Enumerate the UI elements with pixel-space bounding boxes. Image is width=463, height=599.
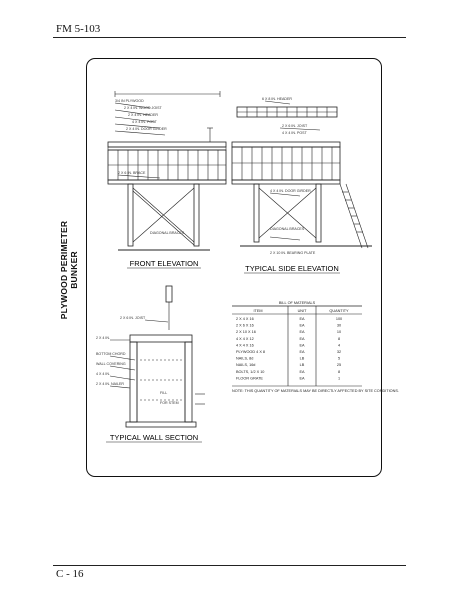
front-label-diagonal-braces: DIAGONAL BRACES	[150, 231, 185, 235]
footer-rule	[53, 565, 406, 566]
wall-label-fill: FILL	[160, 391, 168, 395]
bom-cell: 4 X 4 X 12	[236, 336, 254, 341]
side-label-header: 6 X 8 IN. HEADER	[262, 97, 292, 101]
bom-col-item: ITEM	[253, 309, 263, 313]
side-label-joist: 2 X 6 IN. JOIST	[282, 124, 308, 128]
bom-cell: EA	[299, 330, 305, 335]
bom-cell: EA	[299, 369, 305, 374]
bom-cell: 5	[337, 356, 341, 361]
bom-cell: PLYWOOD 4 X 8	[236, 350, 266, 354]
bom-cell: NAILS, 8d	[236, 356, 254, 361]
bom-note: NOTE: THIS QUANTITY OF MATERIALS MAY BE DIRECTLY AFFECTED BY SITE CONDITIONS.	[232, 389, 399, 393]
front-label-header: 2 X 4 IN. HEADER	[128, 113, 158, 117]
bom-cell: FLOOR GRATE	[236, 376, 263, 381]
side-elevation-caption: TYPICAL SIDE ELEVATION	[245, 264, 339, 273]
bom-title: BILL OF MATERIALS	[278, 301, 316, 305]
bom-cell: 2 X 10 X 16	[236, 330, 256, 335]
bom-cell: EA	[299, 323, 305, 328]
front-label-post: 4 X 4 IN. POST	[132, 120, 157, 124]
wall-label-stem: FOR STEM	[160, 401, 179, 405]
bom-cell: 4 X 4 X 16	[236, 343, 254, 348]
bom-cell: EA	[299, 336, 305, 341]
bom-cell: 4	[337, 343, 341, 348]
wall-label-nailer: 2 X 4 IN. NAILER	[96, 382, 124, 386]
bom-cell: 25	[336, 363, 342, 368]
wall-section-drawing	[110, 286, 205, 427]
bom-col-quantity: QUANTITY	[329, 309, 349, 313]
wall-section-caption: TYPICAL WALL SECTION	[109, 433, 199, 442]
front-label-plywood: 3/4 IN PLYWOOD	[115, 99, 144, 103]
front-label-brace: 2 X 6 IN. BRACE	[118, 171, 146, 175]
side-label-post: 4 X 4 IN. POST	[282, 131, 307, 135]
bom-cell: LB	[299, 356, 305, 361]
wall-label-2x4: 2 X 4 IN.	[96, 336, 110, 340]
bom-cell: 32	[336, 350, 342, 354]
bom-cell: 8	[337, 369, 341, 374]
bom-rows	[236, 317, 342, 380]
figure-title: PLYWOOD PERIMETER BUNKER	[59, 220, 79, 320]
bom-cell: 8	[337, 336, 341, 341]
bom-cell: 30	[336, 323, 342, 328]
bom-cell: EA	[299, 343, 305, 348]
bom-cell: NAILS, 16d	[236, 363, 256, 368]
bom-cell: 10	[336, 330, 342, 335]
bom-cell: LB	[299, 363, 305, 368]
bom-cell: 2 X 4 X 16	[236, 317, 254, 321]
bom-cell: EA	[299, 317, 305, 321]
bom-cell: 2 X 6 X 16	[236, 323, 254, 328]
bom-cell: 1	[337, 376, 341, 381]
bom-col-unit: UNIT	[297, 309, 307, 313]
bom-cell: 100	[335, 317, 343, 321]
bom-cell: EA	[299, 376, 305, 381]
side-label-diagonal-braces: DIAGONAL BRACES	[270, 227, 305, 231]
bom-cell: EA	[299, 350, 305, 354]
footer-page-number: C - 16	[56, 568, 84, 580]
bom-cell: BOLTS, 1/2 X 10	[236, 369, 265, 374]
front-label-joist: 2 X 4 IN. WOOD JOIST	[124, 106, 162, 110]
front-label-door-girder: 2 X 4 IN. DOOR GIRDER	[126, 127, 167, 131]
side-label-door-girder: 4 X 4 IN. DOOR GIRDER	[270, 189, 311, 193]
wall-label-4x4: 4 X 4 IN.	[96, 372, 110, 376]
header-doc-id: FM 5-103	[56, 23, 101, 35]
wall-label-bottom-chord: BOTTOM CHORD	[96, 352, 126, 356]
wall-label-joist: 2 X 6 IN. JOIST	[120, 316, 146, 320]
side-label-bearing-plate: 2 X 10 IN. BEARING PLATE	[270, 251, 316, 255]
wall-label-wall-covering: WALL COVERING	[96, 362, 126, 366]
front-elevation-caption: FRONT ELEVATION	[129, 259, 199, 268]
